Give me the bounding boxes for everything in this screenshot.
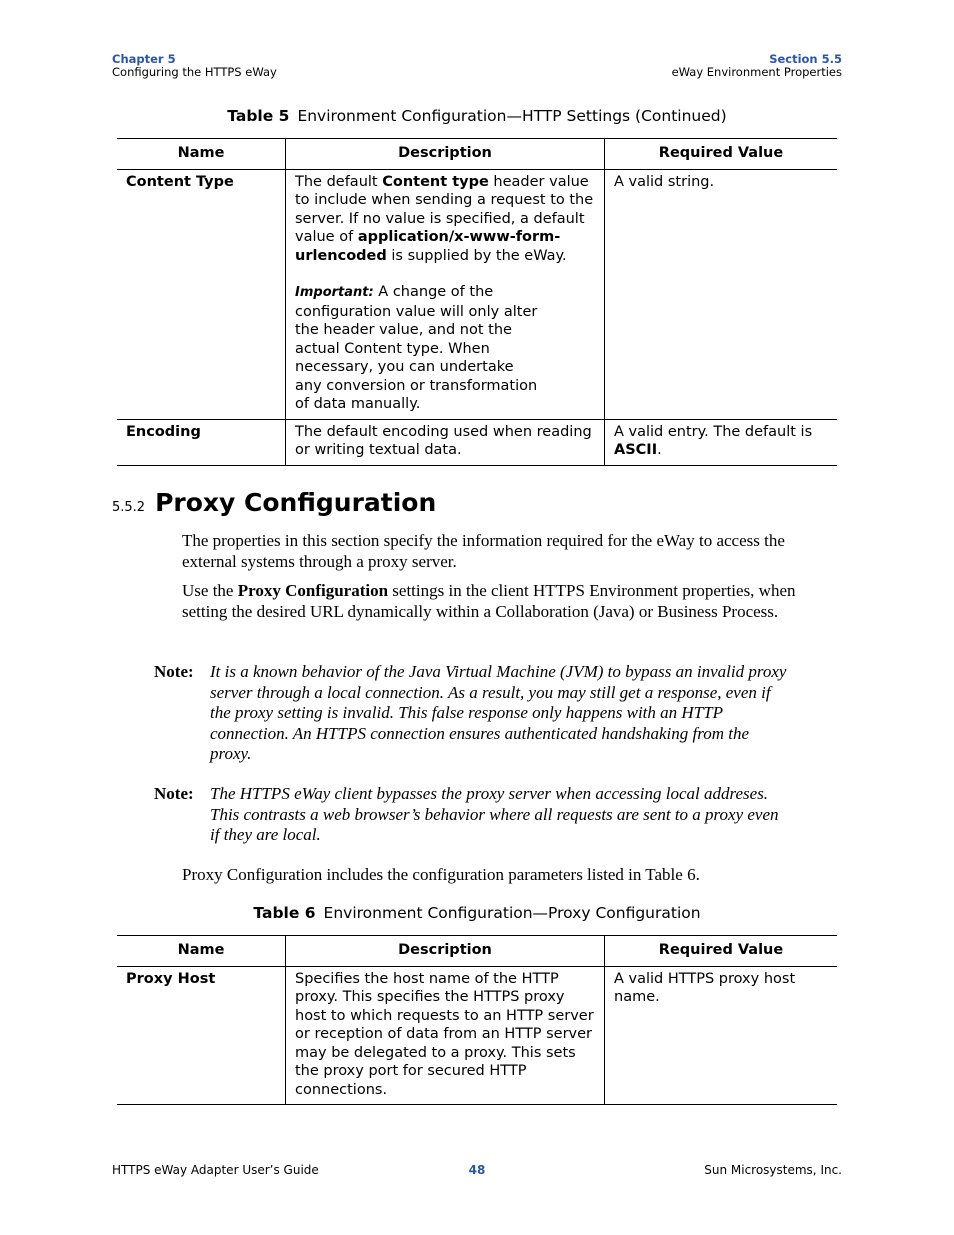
column-header-required-value: Required Value <box>605 139 838 170</box>
table6-label: Table 6 <box>253 904 316 922</box>
table5 <box>117 138 837 466</box>
property-name: Proxy Host <box>117 966 286 1105</box>
desc-text: is supplied by the eWay. <box>386 247 567 264</box>
section-heading-title: Proxy Configuration <box>155 488 437 517</box>
paragraph <box>182 581 832 622</box>
table5-header-row <box>117 139 837 170</box>
note-label: Note: <box>154 662 194 681</box>
required-text: . <box>657 442 662 458</box>
running-header-left <box>112 53 277 79</box>
table6-caption-text: Environment Configuration—Proxy Configuration <box>323 904 701 922</box>
footer-company: Sun Microsystems, Inc. <box>704 1163 842 1177</box>
property-description: Specifies the host name of the HTTP proxy. This specifies the HTTPS proxy host to which requests to an HTTP server or reception of data from an HTTP server may be delegated to a proxy. This sets the proxy port for secured HTTP connections. <box>286 966 605 1105</box>
property-description: The default encoding used when reading or writing textual data. <box>286 419 605 465</box>
table6-header-row <box>117 936 837 967</box>
property-required-value <box>605 419 838 465</box>
note <box>154 784 794 846</box>
important-note <box>295 283 540 414</box>
table5-label: Table 5 <box>227 107 290 125</box>
table6 <box>117 935 837 1105</box>
desc-text: header value to include when sending a request to the server. If no value is specified, a default value of <box>295 173 594 245</box>
desc-text: The default <box>295 173 383 190</box>
page-number: 48 <box>468 1163 486 1177</box>
property-description <box>286 169 605 419</box>
table-row <box>117 419 837 465</box>
running-header-right <box>672 53 842 79</box>
required-bold: ASCII <box>614 442 658 458</box>
paragraph-text: Use the <box>182 581 238 600</box>
chapter-number: Chapter 5 <box>112 52 176 66</box>
section-heading <box>112 488 436 517</box>
table5-caption <box>0 107 954 125</box>
important-label: Important: <box>295 285 374 300</box>
table5-caption-text: Environment Configuration—HTTP Settings (Continued) <box>297 107 727 125</box>
paragraph: Proxy Configuration includes the configuration parameters listed in Table 6. <box>182 865 700 884</box>
table-row <box>117 169 837 419</box>
note-text: It is a known behavior of the Java Virtual Machine (JVM) to bypass an invalid proxy server through a local connection. As a result, you may still get a response, even if the proxy setting is invalid. This false response only happens with an HTTP connection. An HTTPS connection ensures authenticated handshaking from the proxy. <box>210 662 787 763</box>
desc-bold: application/x-www-form-urlencoded <box>295 229 561 264</box>
column-header-name: Name <box>117 139 286 170</box>
column-header-description: Description <box>286 139 605 170</box>
important-text: A change of the configuration value will only alter the header value, and not the actual Content type. When necessary, you can undertake any conversion or transformation of data manually. <box>295 284 538 412</box>
property-required-value: A valid string. <box>605 169 838 419</box>
property-required-value: A valid HTTPS proxy host name. <box>605 966 838 1105</box>
table6-caption <box>0 904 954 922</box>
section-heading-number: 5.5.2 <box>112 500 146 515</box>
column-header-required-value: Required Value <box>605 936 838 967</box>
paragraph: The properties in this section specify the information required for the eWay to access the external systems through a proxy server. <box>182 531 785 571</box>
property-name: Encoding <box>117 419 286 465</box>
section-number: Section 5.5 <box>769 52 842 66</box>
required-text: A valid entry. The default is <box>614 423 813 440</box>
section-title: eWay Environment Properties <box>671 65 842 79</box>
paragraph-bold: Proxy Configuration <box>237 581 389 600</box>
property-name: Content Type <box>117 169 286 419</box>
footer-doc-title: HTTPS eWay Adapter User’s Guide <box>112 1163 319 1177</box>
note-label: Note: <box>154 784 194 803</box>
chapter-title: Configuring the HTTPS eWay <box>112 65 277 79</box>
column-header-description: Description <box>286 936 605 967</box>
paragraph-text: settings in the client HTTPS Environment properties, when setting the desired URL dynamically within a Collaboration (Java) or Business Process. <box>182 581 796 621</box>
table-row <box>117 966 837 1105</box>
desc-bold: Content type <box>382 173 489 190</box>
note-text: The HTTPS eWay client bypasses the proxy server when accessing local addreses. This contrasts a web browser’s behavior where all requests are sent to a proxy even if they are local. <box>210 784 779 844</box>
note <box>154 662 794 765</box>
column-header-name: Name <box>117 936 286 967</box>
